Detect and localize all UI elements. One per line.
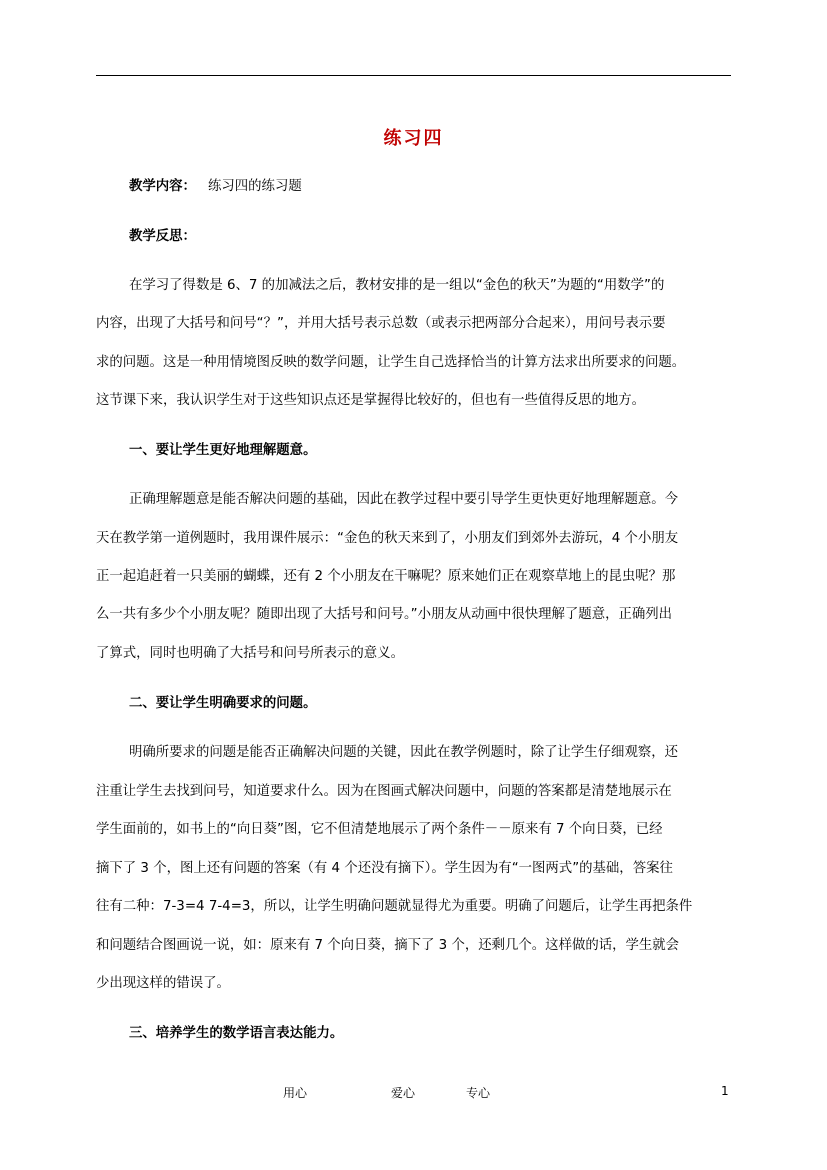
section1-heading: 一、要让学生更好地理解题意。 [129,443,317,458]
intro-line: 在学习了得数是 6、7 的加减法之后，教材安排的是一组以“金色的秋天”为题的“用数学”的 [129,278,665,293]
intro-line: 内容，出现了大括号和问号“？”，并用大括号表示总数（或表示把两部分合起来），用问号表示要 [96,316,666,331]
reflection-label: 教学反思： [129,229,196,244]
page-number: 1 [721,1084,729,1098]
content-value: 练习四的练习题 [208,179,302,194]
footer-item: 爱心 [391,1086,416,1100]
intro-line: 求的问题。这是一种用情境图反映的数学问题，让学生自己选择恰当的计算方法求出所要求的问题。 [96,355,686,370]
section1-line: 正一起追赶着一只美丽的蝴蝶，还有 2 个小朋友在干嘛呢？原来她们正在观察草地上的昆虫呢？那 [96,569,676,584]
section2-heading: 二、要让学生明确要求的问题。 [129,696,317,711]
section2-line: 摘下了 3 个，图上还有问题的答案（有 4 个还没有摘下）。学生因为有“一图两式”的基础，答案往 [96,861,673,876]
section1-line: 正确理解题意是能否解决问题的基础，因此在教学过程中要引导学生更快更好地理解题意。今 [129,492,679,507]
section2-line: 注重让学生去找到问号，知道要求什么。因为在图画式解决问题中，问题的答案都是清楚地展示在 [96,784,672,799]
section1-line: 了算式，同时也明确了大括号和问号所表示的意义。 [96,646,404,661]
section2-line: 学生面前的，如书上的“向日葵”图，它不但清楚地展示了两个条件－－原来有 7 个向日葵，已经 [96,822,663,837]
section1-line: 么一共有多少个小朋友呢？随即出现了大括号和问号。”小朋友从动画中很快理解了题意，正确列出 [96,607,673,622]
section2-line: 明确所要求的问题是能否正确解决问题的关键，因此在教学例题时，除了让学生仔细观察，还 [129,745,679,760]
footer-item: 用心 [283,1086,308,1100]
footer-item: 专心 [466,1086,491,1100]
section2-line: 往有二种：7-3=4 7-4=3，所以，让学生明确问题就显得尤为重要。明确了问题后，让学生再把条件 [96,899,693,914]
page-title: 练习四 [383,128,444,149]
section2-line: 和问题结合图画说一说，如：原来有 7 个向日葵，摘下了 3 个，还剩几个。这样做的话，学生就会 [96,938,680,953]
section2-line: 少出现这样的错误了。 [96,976,230,991]
intro-line: 这节课下来，我认识学生对于这些知识点还是掌握得比较好的，但也有一些值得反思的地方。 [96,393,646,408]
section1-line: 天在教学第一道例题时，我用课件展示：“金色的秋天来到了，小朋友们到郊外去游玩，4 个小朋友 [96,531,679,546]
section3-heading: 三、培养学生的数学语言表达能力。 [129,1026,344,1041]
content-label: 教学内容： [129,179,196,194]
header-rule [96,75,731,76]
